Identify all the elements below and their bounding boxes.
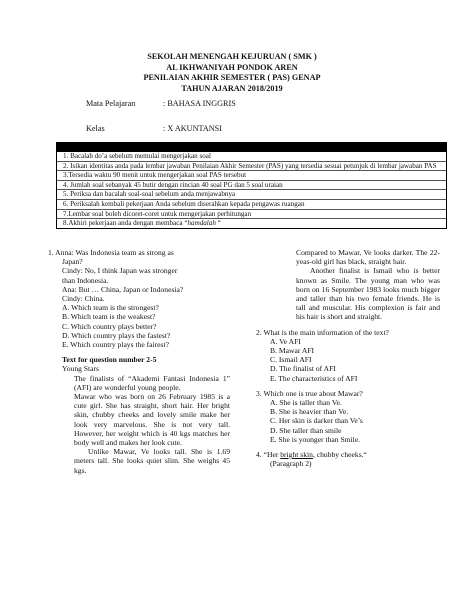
- reading-title: Young Stars: [62, 364, 99, 374]
- option-c: C. Ismail AFI: [270, 355, 312, 365]
- left-column: [48, 248, 230, 475]
- reading-paragraph-2: Mawar who was born on 26 February 1985 is a cute girl. She has straight, short hair. Her bright skin, chubby cheeks and lovely smile make her look very marvelous. She is not very tall. However, her weight which is 40 kgs matches her body well and makes her look cute.: [74, 392, 230, 448]
- instruction-item: 7.Lembar soal boleh dicoret-coret untuk mengerjakan perhitungan: [57, 210, 446, 220]
- reading-paragraph-1: The finalists of “Akademi Fantasi Indonesia 1” (AFI) are wonderful young people.: [74, 373, 230, 392]
- hamdalah-word: hamdalah: [187, 219, 216, 228]
- dialog-line: than Indonesia.: [62, 275, 109, 285]
- option-d: D. The finalist of AFI: [270, 364, 336, 374]
- subject-value: : BAHASA INGGRIS: [163, 99, 236, 108]
- instructions-header-bar: [56, 142, 447, 152]
- option-e: E. She is younger than Smile.: [270, 434, 361, 444]
- option-b: B. Mawar AFI: [270, 346, 315, 356]
- instruction-item: 8.Akhiri pekerjaan anda dengan membaca “hamdalah “: [63, 219, 221, 228]
- reading-paragraph-3-cont: Compared to Mawar, Ve looks darker. The 22-yeas-old girl has black, straight hair.: [296, 248, 440, 267]
- instruction-item: 3.Tersedia waktu 90 menit untuk mengerjakan soal PAS tersebut: [57, 171, 446, 181]
- option-a: A. Which team is the strongest?: [62, 303, 159, 313]
- underlined-phrase: bright skin: [280, 450, 313, 460]
- instruction-item: 5. Periksa dan bacalah soal-soal sebelum anda menjawabnya: [57, 190, 446, 200]
- reading-paragraph-3: Unlike Mawar, Ve looks tall. She is 1.69 meters tall. She looks quiet slim. She weighs 45 kgs.: [74, 447, 230, 475]
- reading-heading: Text for question number 2-5: [62, 355, 157, 365]
- option-c: C. Her skin is darker than Ve’s: [270, 416, 363, 426]
- academic-year: TAHUN AJARAN 2018/2019: [181, 83, 283, 93]
- instruction-item: 4. Jumlah soal sebanyak 45 butir dengan rincian 40 soal PG dan 5 soal uraian: [57, 181, 446, 191]
- dialog-line: Cindy: China.: [62, 294, 105, 304]
- class-row: [86, 124, 222, 133]
- question-2-stem: 2. What is the main information of the text?: [256, 327, 389, 337]
- instructions-box: [56, 152, 447, 229]
- class-label: Kelas: [86, 124, 105, 133]
- school-header: [0, 52, 464, 94]
- school-name: SEKOLAH MENENGAH KEJURUAN ( SMK ): [147, 52, 317, 61]
- question-1-stem-cont: Japan?: [62, 257, 83, 267]
- option-e: E. The characteristics of AFI: [270, 373, 358, 383]
- school-subname: AL IKHWANIYAH PONDOK AREN: [166, 62, 298, 72]
- instruction-item: 1. Bacalah do’a sebelum memulai mengerjakan soal: [57, 152, 446, 162]
- question-1-stem: 1. Anna: Was Indonesia team as strong as: [48, 248, 174, 257]
- right-column: [256, 248, 440, 468]
- question-4-stem: 4. “Her bright skin, chubby cheeks.“: [256, 450, 367, 460]
- class-value: : X AKUNTANSI: [163, 124, 222, 133]
- option-d: D. Which country plays the fastest?: [62, 330, 171, 340]
- exam-title: PENILAIAN AKHIR SEMESTER ( PAS) GENAP: [143, 73, 321, 82]
- option-b: B. Which team is the weakest?: [62, 312, 156, 322]
- subject-label: Mata Pelajaran: [86, 99, 136, 108]
- option-d: D. She taller than smile: [270, 425, 342, 435]
- question-3-stem: 3. Which one is true about Mawar?: [256, 388, 363, 398]
- option-a: A. Ve AFI: [270, 336, 301, 346]
- option-a: A. She is taller than Ve.: [270, 398, 342, 408]
- instruction-item: 6. Periksalah kembali pekerjaan Anda sebelum diserahkan kepada pengawas ruangan: [57, 200, 446, 210]
- option-e: E. Which country plays the fairest?: [62, 340, 169, 350]
- dialog-line: Ana: But … China, Japan or Indonesia?: [62, 284, 184, 294]
- dialog-line: Cindy: No, I think Japan was stronger: [62, 266, 178, 276]
- instruction-item: 2. Isikan identitas anda pada lembar jawaban Penilaian Akhir Semester (PAS) yang tersedia sesuai petunjuk di lembar jawaban PAS: [57, 162, 446, 172]
- question-4-ref: (Paragraph 2): [270, 459, 312, 469]
- option-c: C. Which country plays better?: [62, 321, 157, 331]
- subject-row: [86, 99, 236, 108]
- reading-paragraph-4: Another finalist is Ismail who is better known as Smile. The young man who was born on 16 September 1983 looks much bigger and taller than his two female friends. He is tall and muscular. His complexion is fair and his hair is short and straight.: [296, 266, 440, 322]
- option-b: B. She is heavier than Ve.: [270, 407, 349, 417]
